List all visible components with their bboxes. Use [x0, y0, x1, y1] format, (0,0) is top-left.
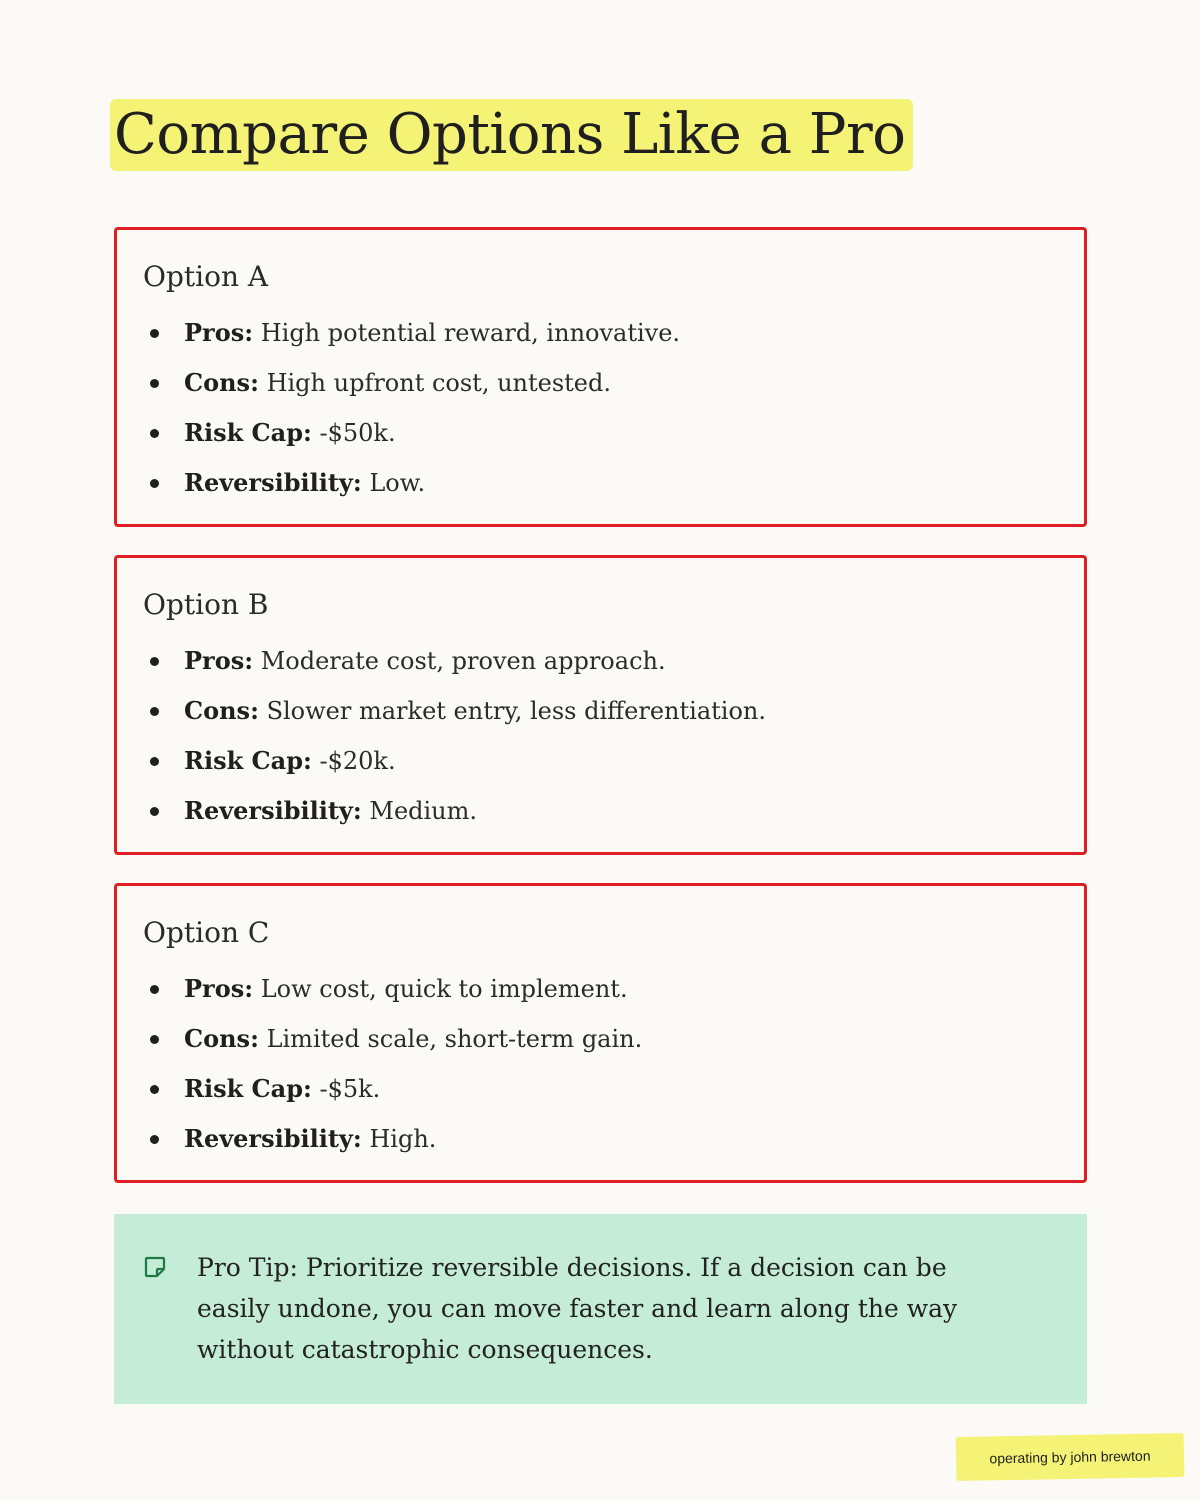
option-item-pros	[143, 308, 1084, 358]
item-label: Risk Cap:	[184, 418, 312, 447]
note-icon	[143, 1255, 167, 1279]
option-item-pros	[143, 964, 1084, 1014]
bullet-icon	[150, 757, 159, 766]
option-title: Option C	[143, 916, 270, 949]
item-text: -$50k.	[311, 419, 396, 447]
bullet-icon	[150, 429, 159, 438]
option-card-c	[114, 883, 1087, 1183]
item-label: Pros:	[184, 974, 254, 1003]
pro-tip-callout	[114, 1214, 1087, 1404]
item-text: High upfront cost, untested.	[258, 369, 612, 397]
option-list	[143, 308, 1084, 508]
credit-badge: operating by john brewton	[956, 1433, 1185, 1481]
page-title: Compare Options Like a Pro	[114, 102, 906, 167]
item-text: High potential reward, innovative.	[253, 319, 681, 347]
bullet-icon	[150, 657, 159, 666]
option-card-b	[114, 555, 1087, 855]
option-item-risk-cap	[143, 1064, 1084, 1114]
item-label: Pros:	[184, 646, 254, 675]
bullet-icon	[150, 707, 159, 716]
option-item-risk-cap	[143, 408, 1084, 458]
item-label: Reversibility:	[184, 796, 362, 825]
bullet-icon	[150, 1085, 159, 1094]
bullet-icon	[150, 985, 159, 994]
item-text: -$20k.	[311, 747, 396, 775]
item-label: Reversibility:	[184, 1124, 362, 1153]
option-item-reversibility	[143, 458, 1084, 508]
option-item-cons	[143, 358, 1084, 408]
item-text: Medium.	[361, 797, 478, 825]
bullet-icon	[150, 807, 159, 816]
option-item-pros	[143, 636, 1084, 686]
item-text: Moderate cost, proven approach.	[253, 647, 666, 675]
item-text: Low cost, quick to implement.	[253, 975, 628, 1003]
pro-tip-text: Pro Tip: Prioritize reversible decisions. If a decision can be easily undone, you can move faster and learn along the way without catastrophic consequences.	[197, 1253, 958, 1364]
option-list	[143, 964, 1084, 1164]
option-item-reversibility	[143, 1114, 1084, 1164]
bullet-icon	[150, 379, 159, 388]
item-text: Limited scale, short-term gain.	[258, 1025, 643, 1053]
bullet-icon	[150, 479, 159, 488]
item-label: Risk Cap:	[184, 1074, 312, 1103]
item-label: Cons:	[184, 1024, 259, 1053]
item-text: Low.	[361, 469, 426, 497]
option-title: Option B	[143, 588, 269, 621]
item-label: Pros:	[184, 318, 254, 347]
item-label: Cons:	[184, 368, 259, 397]
option-item-reversibility	[143, 786, 1084, 836]
item-text: High.	[361, 1125, 437, 1153]
item-text: -$5k.	[311, 1075, 381, 1103]
option-card-a	[114, 227, 1087, 527]
bullet-icon	[150, 1035, 159, 1044]
option-item-cons	[143, 686, 1084, 736]
option-item-risk-cap	[143, 736, 1084, 786]
bullet-icon	[150, 1135, 159, 1144]
item-text: Slower market entry, less differentiation.	[258, 697, 766, 725]
item-label: Reversibility:	[184, 468, 362, 497]
option-title: Option A	[143, 260, 269, 293]
bullet-icon	[150, 329, 159, 338]
option-item-cons	[143, 1014, 1084, 1064]
item-label: Cons:	[184, 696, 259, 725]
option-list	[143, 636, 1084, 836]
title-highlight	[110, 99, 913, 171]
item-label: Risk Cap:	[184, 746, 312, 775]
